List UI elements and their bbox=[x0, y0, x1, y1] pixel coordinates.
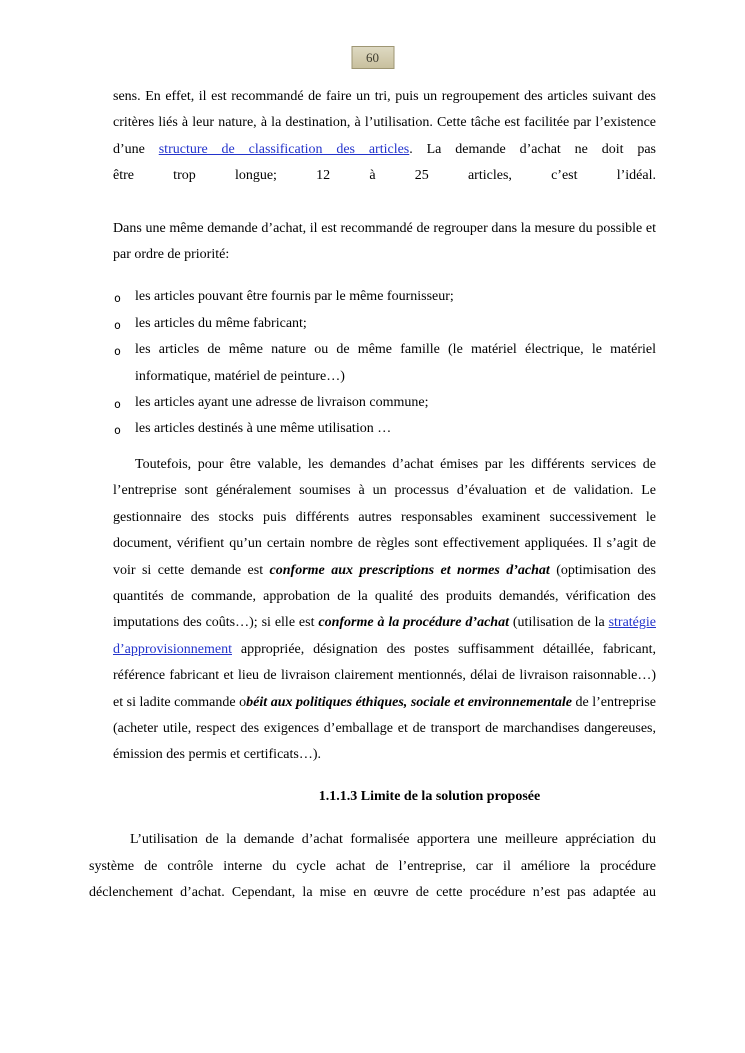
page-number-box bbox=[351, 46, 394, 69]
list-item-text: les articles ayant une adresse de livraison commune; bbox=[135, 395, 429, 411]
paragraph-validation bbox=[113, 452, 656, 769]
page-number: 60 bbox=[366, 50, 379, 65]
link-strategie-approvisionnement[interactable]: stratégie d’approvisionnement bbox=[113, 615, 656, 657]
text-run: Dans une même demande d’achat, il est recommandé de regrouper dans la mesure du possible et par ordre de priorité: bbox=[113, 220, 656, 263]
bullet-marker: o bbox=[114, 291, 121, 306]
bullet-list bbox=[113, 284, 656, 442]
list-item-text: les articles du même fabricant; bbox=[135, 315, 307, 331]
text-run: L’utilisation de la demande d’achat formalisée apportera une meilleure appréciation du système de contrôle interne du cycle achat de l’entreprise, car il améliore la procédure déclenchement d’achat. Cependant, la mise en œuvre de cette procédure n’est pas adaptée au bbox=[89, 832, 656, 900]
list-item-text: les articles destinés à une même utilisation … bbox=[135, 421, 392, 437]
bullet-marker: o bbox=[114, 317, 121, 332]
paragraph-intro-lastline bbox=[113, 163, 656, 189]
list-item bbox=[113, 284, 656, 310]
paragraph-regroupement bbox=[113, 216, 656, 269]
list-item bbox=[113, 311, 656, 337]
list-item bbox=[113, 390, 656, 416]
text-run: (utilisation de la bbox=[508, 615, 609, 631]
bullet-marker: o bbox=[114, 344, 121, 359]
paragraph-intro bbox=[113, 84, 656, 163]
emphasis-run: conforme à la procédure d’achat bbox=[318, 615, 509, 631]
section-heading: 1.1.1.3 Limite de la solution proposée bbox=[318, 788, 541, 804]
text-run: appropriée, désignation des postes suffisamment détaillée, fabricant, référence fabricant et lieu de livraison clairement mentionnés, délai de livraison raisonnable…) et si ladite commande o bbox=[113, 641, 656, 710]
list-item bbox=[113, 416, 656, 442]
link-structure-classification[interactable]: structure de classification des articles bbox=[158, 141, 410, 157]
emphasis-run: conforme aux prescriptions et normes d’achat bbox=[269, 562, 550, 578]
text-run: (optimisation des quantités de commande, approbation de la qualité des produits demandés, vérification des imputations des coûts…); si elle est bbox=[113, 562, 656, 631]
paragraph-limite bbox=[89, 827, 656, 906]
text-run: . La demande d’achat ne doit pas bbox=[409, 141, 656, 157]
list-item-text: les articles de même nature ou de même famille (le matériel électrique, le matériel informatique, matériel de peinture…) bbox=[135, 342, 656, 384]
list-item-text: les articles pouvant être fournis par le même fournisseur; bbox=[135, 289, 454, 305]
text-run: de l’entreprise (acheter utile, respect des exigences d’emballage et de transport de marchandises dangereuses, émission des permis et certificats…). bbox=[113, 694, 656, 763]
text-run: être trop longue; 12 à 25 articles, c’est l’idéal. bbox=[113, 168, 656, 184]
emphasis-run: béit aux politiques éthiques, sociale et environnementale bbox=[246, 694, 572, 710]
bullet-marker: o bbox=[114, 423, 121, 438]
text-run: Toutefois, pour être valable, les demandes d’achat émises par les différents services de l’entreprise sont généralement soumises à un processus d’évaluation et de validation. Le gestionnaire des stocks puis différents autres responsables examinent successivement le document, vérifient qu’un certain nombre de règles sont effectivement appliquées. Il s’agit de voir si cette demande est bbox=[113, 456, 656, 578]
text-run: sens. En effet, il est recommandé de faire un tri, puis un regroupement des articles suivant des critères liés à leur nature, à la destination, à l’utilisation. Cette tâche est facilitée par l’existence d’une bbox=[113, 89, 656, 157]
bullet-marker: o bbox=[114, 397, 121, 412]
list-item bbox=[113, 337, 656, 390]
